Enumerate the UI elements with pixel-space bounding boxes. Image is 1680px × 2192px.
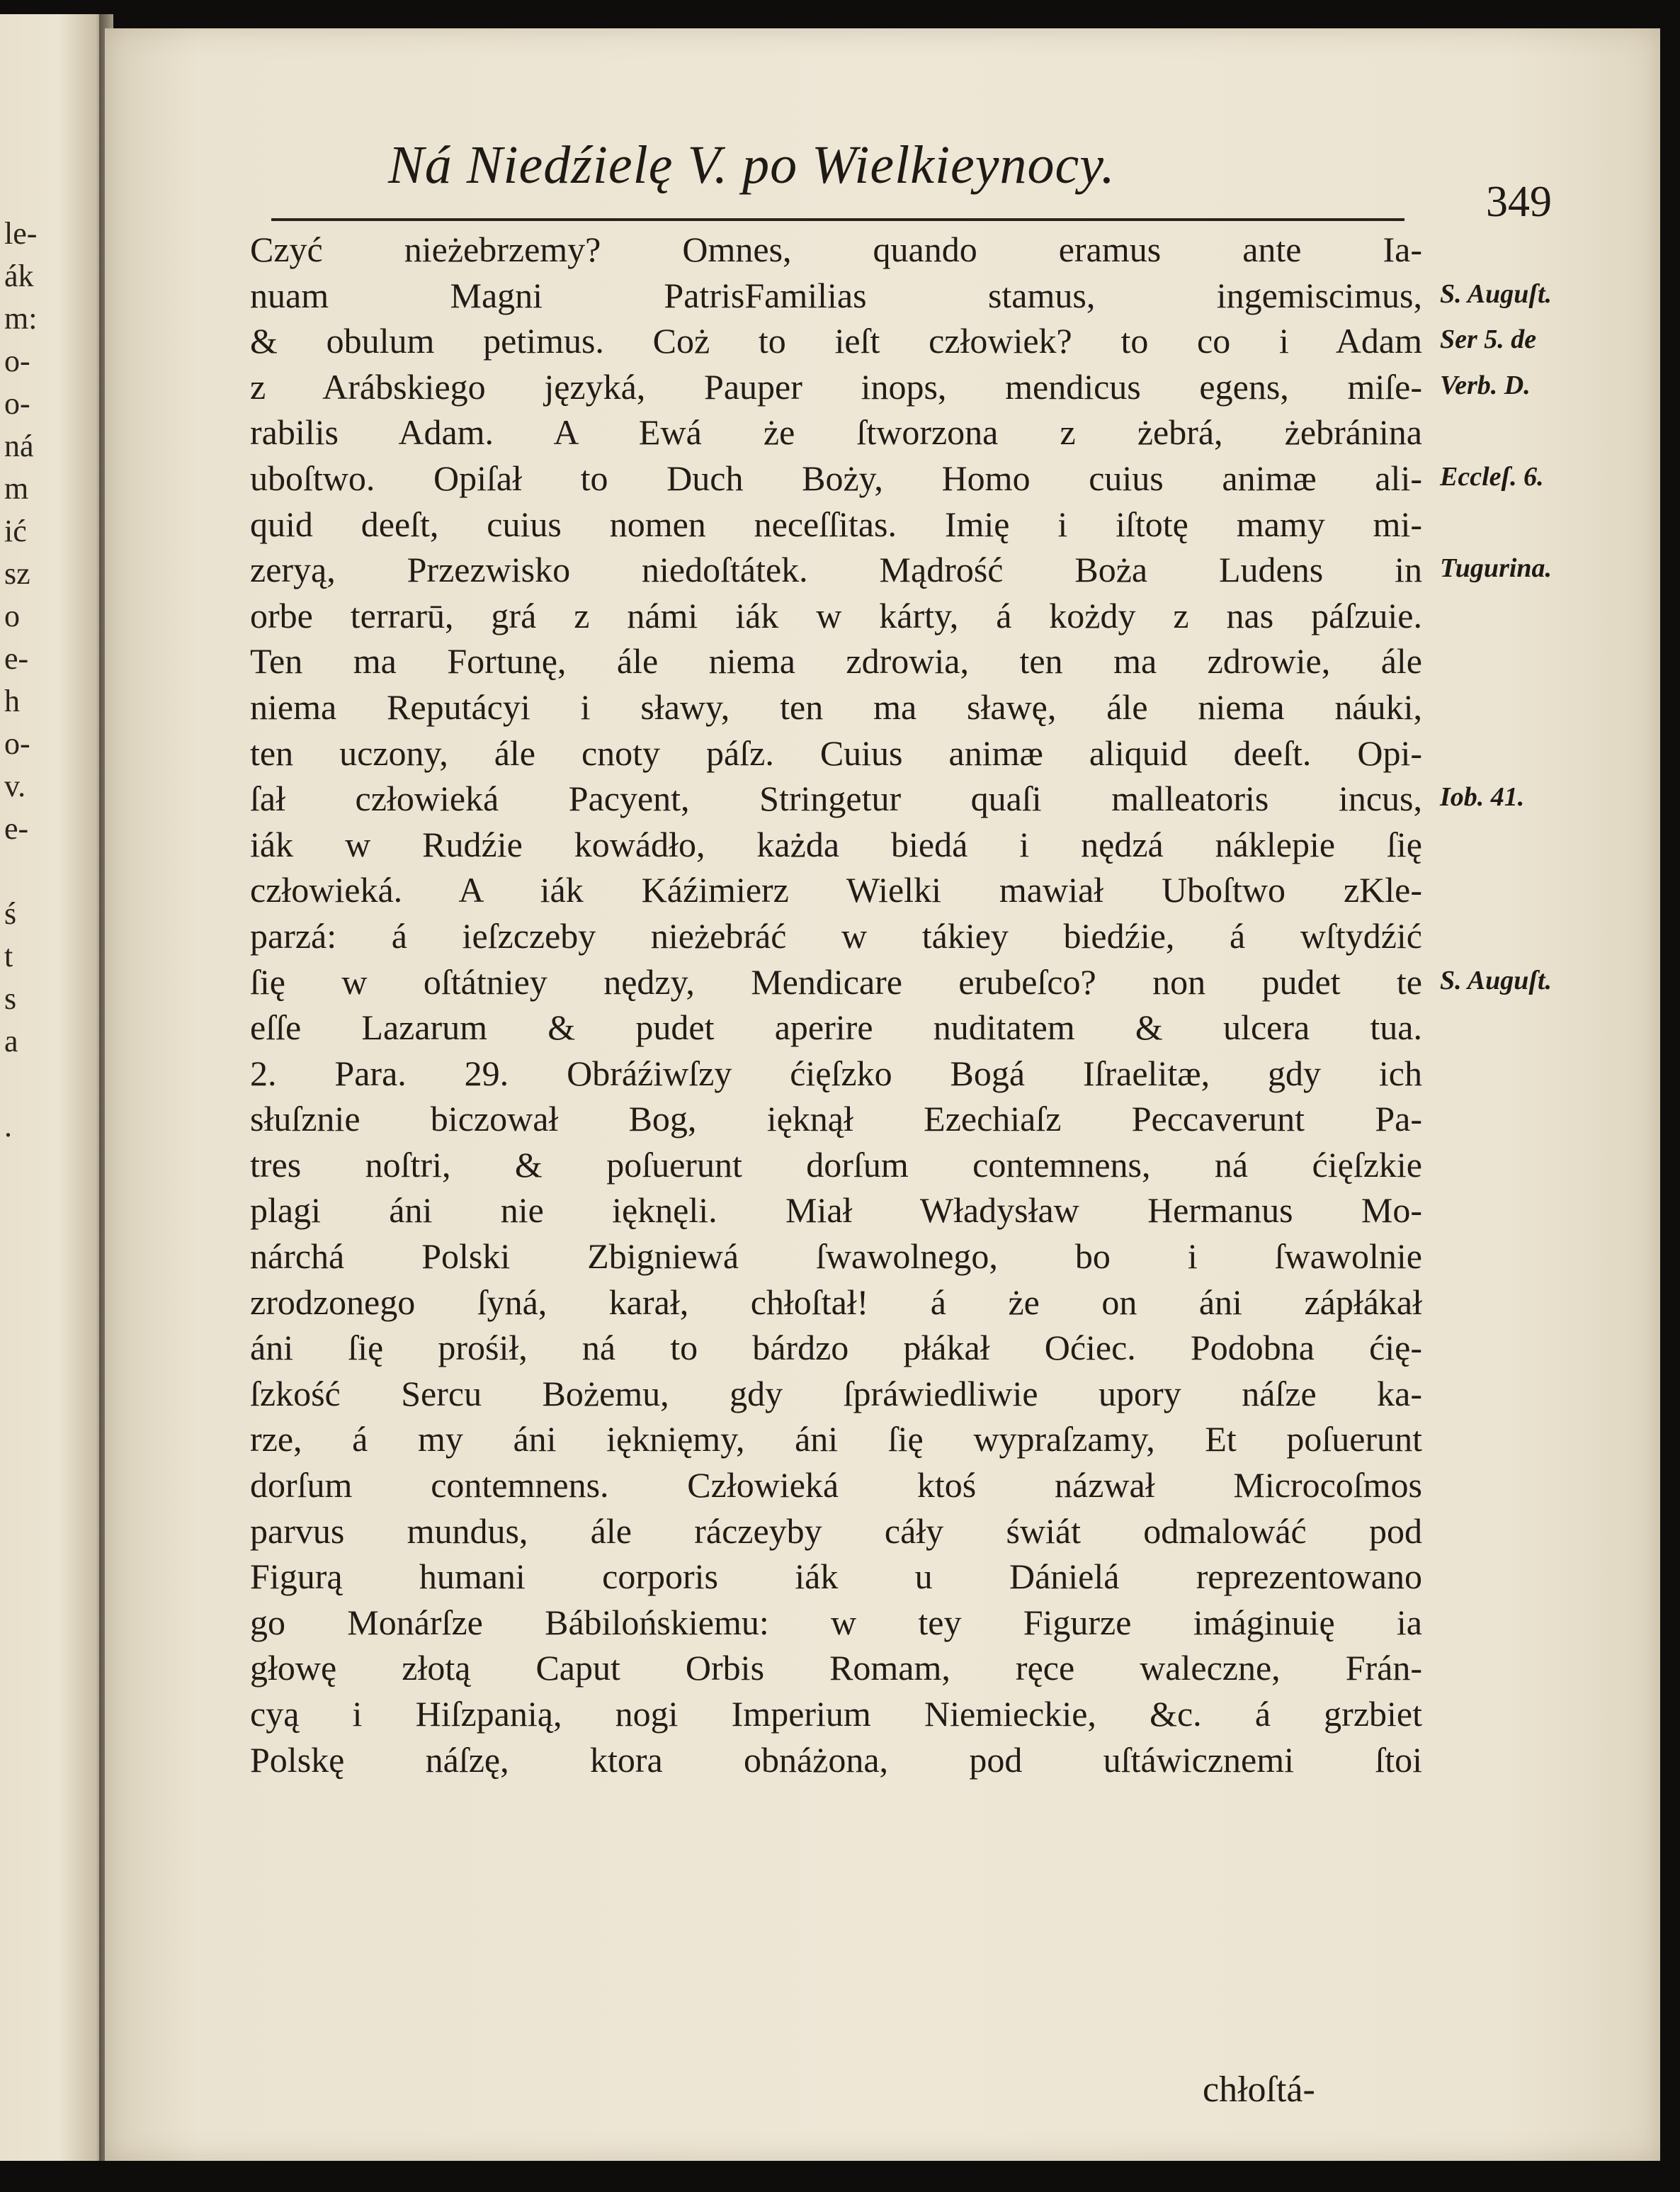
text-line: słuſznie biczował Bog, ięknął Ezechiaſz Peccaverunt Pa-: [250, 1099, 1422, 1139]
text-line: & obulum petimus. Coż to ieſt człowiek? to co i Adam: [250, 321, 1422, 361]
facing-page-fragment: m:: [4, 301, 38, 336]
facing-page-fragment: [4, 1063, 96, 1105]
facing-page-fragment: .: [4, 1109, 12, 1143]
facing-page-fragment: h: [4, 684, 20, 718]
facing-page-fragment: t: [4, 939, 13, 973]
text-line: ten uczony, ále cnoty páſz. Cuius animæ aliquid deeſt. Opi-: [250, 733, 1422, 773]
margin-note: S. Auguſt.: [1440, 278, 1553, 309]
body-text: [250, 227, 1422, 2040]
catchword: chłoſtá-: [1203, 2069, 1315, 2110]
facing-page-fragment: e-: [4, 641, 29, 676]
text-line: orbe terrarū, grá z námi iák w kárty, á kożdy z nas páſzuie.: [250, 595, 1422, 635]
facing-page-fragment: a: [4, 1024, 18, 1058]
facing-page-fragment: [4, 1233, 96, 1275]
text-line: dorſum contemnens. Człowieká ktoś názwał Microcoſmos: [250, 1465, 1422, 1505]
text-line: parvus mundus, ále ráczeyby cáły świát odmalowáć pod: [250, 1510, 1422, 1551]
text-line: Ten ma Fortunę, ále niema zdrowia, ten ma zdrowie, ále: [250, 641, 1422, 682]
facing-page-fragment: o-: [4, 344, 30, 378]
facing-page-fragment: e-: [4, 811, 29, 846]
text-line: Figurą humani corporis iák u Dánielá reprezentowano: [250, 1557, 1422, 1597]
text-line: Polskę náſzę, ktora obnáżona, pod uſtáwicznemi ſtoi: [250, 1739, 1422, 1780]
margin-note: Tugurina.: [1440, 553, 1553, 584]
text-line: niema Reputácyi i sławy, ten ma sławę, ále niema náuki,: [250, 687, 1422, 727]
text-line: Czyć nieżebrzemy? Omnes, quando eramus ante Ia-: [250, 230, 1422, 269]
facing-page-fragment: v.: [4, 769, 26, 803]
facing-page-fragment: ić: [4, 514, 27, 548]
facing-page-fragment: [4, 1190, 96, 1233]
margin-note: Iob. 41.: [1440, 782, 1525, 813]
text-line: eſſe Lazarum & pudet aperire nuditatem & ulcera tua.: [250, 1007, 1422, 1048]
book-page: [105, 28, 1660, 2161]
text-line: nárchá Polski Zbigniewá ſwawolnego, bo i ſwawolnie: [250, 1236, 1422, 1277]
text-line: cyą i Hiſzpanią, nogi Imperium Niemieckie, &c. á grzbiet: [250, 1694, 1422, 1734]
running-header: Ná Niedźielę V. po Wielkieynocy.: [388, 135, 1116, 195]
header-rule: [271, 218, 1404, 221]
margin-note: Verb. D.: [1440, 370, 1531, 400]
facing-page-fragment: [4, 1148, 96, 1190]
text-line: 2. Para. 29. Obráźiwſzy ćięſzko Bogá Iſraelitæ, gdy ich: [250, 1053, 1422, 1093]
text-line: zeryą, Przezwisko niedoſtátek. Mądrość Boża Ludens in: [250, 550, 1422, 590]
text-line: ſię w oſtátniey nędzy, Mendicare erubeſco? non pudet te: [250, 961, 1422, 1002]
page-number: 349: [1486, 178, 1552, 226]
text-line: go Monárſze Bábilońskiemu: w tey Figurze imáginuię ia: [250, 1602, 1422, 1642]
facing-page-fragment: sz: [4, 556, 30, 591]
text-line: zrodzonego ſyná, karał, chłoſtał! á że on áni zápłákał: [250, 1282, 1422, 1322]
text-line: plagi áni nie ięknęli. Miał Władysław Hermanus Mo-: [250, 1190, 1422, 1231]
facing-page-edge: [0, 14, 106, 2161]
facing-page-fragment: o-: [4, 726, 30, 761]
text-line: áni ſię prośił, ná to bárdzo płákał Oćiec. Podobna ćię-: [250, 1328, 1422, 1368]
margin-note: Eccleſ. 6.: [1440, 462, 1544, 492]
text-line: ſał człowieká Pacyent, Stringetur quaſi malleatoris incus,: [250, 779, 1422, 819]
facing-page-fragment: ná: [4, 429, 34, 463]
facing-page-fragment: [4, 850, 96, 893]
margin-note: S. Auguſt.: [1440, 965, 1553, 995]
text-line: iák w Rudźie kowádło, każda biedá i nędzá náklepie ſię: [250, 824, 1422, 864]
facing-page-fragment: le-: [4, 216, 38, 251]
text-line: parzá: á ieſzczeby nieżebráć w tákiey biedźie, á wſtydźić: [250, 915, 1422, 956]
marginal-notes: [1440, 28, 1624, 2154]
text-line: nuam Magni PatrisFamilias stamus, ingemiscimus,: [250, 275, 1422, 315]
text-line: rabilis Adam. A Ewá że ſtworzona z żebrá, żebránina: [250, 412, 1422, 453]
margin-note: Ser 5. de: [1440, 324, 1537, 355]
text-line: tres noſtri, & poſuerunt dorſum contemnens, ná ćięſzkie: [250, 1144, 1422, 1185]
facing-page-fragment: m: [4, 471, 29, 506]
text-line: ſzkość Sercu Bożemu, gdy ſpráwiedliwie upory náſze ka-: [250, 1373, 1422, 1413]
facing-page-fragments: [4, 213, 96, 1275]
text-line: quid deeſt, cuius nomen neceſſitas. Imię i iſtotę mamy mi-: [250, 504, 1422, 544]
facing-page-fragment: ś: [4, 896, 17, 931]
text-line: rze, á my áni ięknięmy, áni ſię wypraſzamy, Et poſuerunt: [250, 1419, 1422, 1459]
text-line: z Arábskiego języká, Pauper inops, mendicus egens, miſe-: [250, 366, 1422, 407]
text-line: głowę złotą Caput Orbis Romam, ręce waleczne, Frán-: [250, 1648, 1422, 1688]
text-line: człowieká. A iák Káźimierz Wielki mawiał Uboſtwo zKle-: [250, 870, 1422, 910]
facing-page-fragment: o-: [4, 386, 30, 421]
text-line: uboſtwo. Opiſał to Duch Boży, Homo cuius animæ ali-: [250, 458, 1422, 498]
facing-page-fragment: s: [4, 981, 17, 1016]
facing-page-fragment: o: [4, 599, 20, 633]
facing-page-fragment: ák: [4, 259, 34, 293]
